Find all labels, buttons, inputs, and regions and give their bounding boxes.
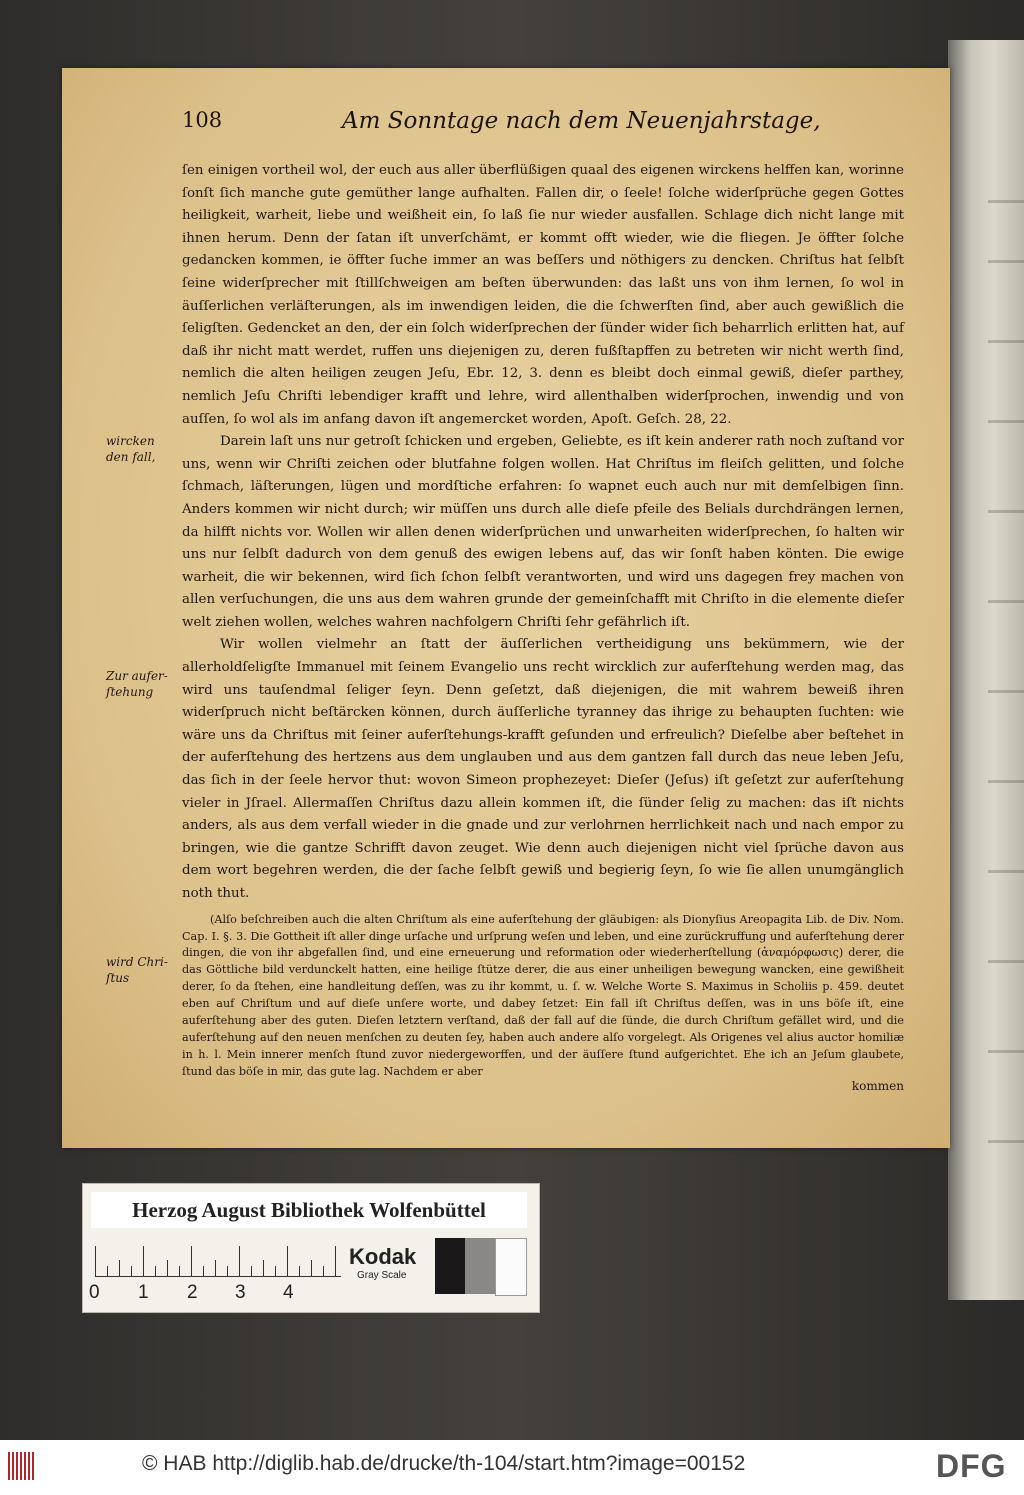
reference-card bbox=[82, 1183, 540, 1313]
page-number: 108 bbox=[182, 108, 223, 132]
ruler-number-3: 3 bbox=[235, 1282, 246, 1303]
page-header bbox=[182, 108, 882, 138]
page-body bbox=[182, 160, 904, 1093]
book-page bbox=[62, 68, 950, 1148]
viewer-footer bbox=[0, 1440, 1024, 1495]
ruler-number-2: 2 bbox=[187, 1282, 198, 1303]
margin-note-1: wircken den fall, bbox=[106, 434, 156, 464]
gray-scale-label: Gray Scale bbox=[357, 1270, 407, 1281]
kodak-brand: Kodak bbox=[349, 1244, 417, 1269]
margin-note-3: wird Chri-ſtus bbox=[106, 955, 168, 985]
dfg-logo: DFG bbox=[936, 1448, 1007, 1484]
paragraph-3: Wir wollen vielmehr an ſtatt der äuſſerlichen vertheidigung uns bekümmern, wie der allerholdſeligſte Immanuel mit ſeinem Evangelio uns recht wircklich zur auferſtehung werden mag, das wird uns tauſendmal ſeliger ſeyn. Denn geſetzt, daß diejenigen, die mit wahrem beweiß ihren widerſpruch nicht beſtärcken können, durch äuſſerliche tyranney das ihrige zu behaupten ſuchten: wie wäre uns da Chriſtus mit ſeiner auferſtehungs-krafft geſunden und erfreulich? Dieſelbe aber beſtehet in der auferſtehung des hertzens aus dem unglauben und aus dem gantzen fall durch das neue leben Jeſu, das ſich in der ſeele hervor thut: wovon Simeon prophezeyet: Dieſer (Jeſus) iſt geſetzt zur auferſtehung vieler in Jſrael. Allermaſſen Chriſtus dazu allein kommen iſt, die ſünder ſelig zu machen: das iſt nichts anders, als aus dem verfall wieder in die gnade und zur verlohrnen herrlichkeit nach und nach empor zu bringen, wie die gantze Schrifft davon zeuget. Wie denn auch diejenigen nicht viel ſprüche davon aus dem wort begehren werden, die der ſache ſelbſt gewiß und begierig ſeyn, ſo wie ſie allen unumgänglich noth thut. bbox=[182, 637, 904, 901]
running-head: Am Sonntage nach dem Neuenjahrstage, bbox=[342, 108, 821, 134]
copyright-link[interactable]: © HAB http://diglib.hab.de/drucke/th-104/start.htm?image=00152 bbox=[142, 1452, 746, 1475]
hab-logo-icon bbox=[8, 1452, 34, 1480]
black-swatch bbox=[435, 1238, 465, 1294]
catchword: kommen bbox=[851, 1078, 904, 1093]
ruler-number-1: 1 bbox=[138, 1282, 149, 1303]
gray-swatch bbox=[465, 1238, 495, 1294]
ruler-number-0: 0 bbox=[89, 1282, 100, 1303]
footnote-paragraph: (Alſo beſchreiben auch die alten Chriſtum als eine auferſtehung der gläubigen: als Dionyſius Areopagita Lib. de Div. Nom. Cap. I. §. 3. Die Gottheit iſt aller dinge urſache und urſprung weſen und leben, und eine zurückruffung und auferſtehung derer dingen, die von ihr abgefallen ſind, und eine erneuerung und reformation oder wiederherſtellung (ἀναμόρφωσις) derer, die das Göttliche bild verdunckelt hatten, eine heilige ſtütze derer, die aus einer unheiligen bewegung wancken, eine gewißheit derer, ſo da ſtehen, eine handleitung deſſen, was zu ihr kommt, u. ſ. w. Welche Worte S. Maximus in Scholiis p. 459. deutet eben auf Chriſtum und auf dieſe unſere worte, und dabey ſetzet: Ein fall iſt Chriſtus deſſen, was in uns böſe iſt, eine auferſtehung aber des guten. Dieſen letztern verſtand, daß der fall auf die ſünde, die durch Chriſtum gefället wird, und die auferſtehung auf den neuen menſchen zu deuten ſey, haben auch andere alſo vorgelegt. Als Origenes vel alius auctor homiliæ in h. l. Mein innerer menſch ſtund zuvor niedergeworffen, und der äuſſere ſtund aufgerichtet. Ehe ich an Jeſum glaubete, ſtund das böſe in mir, das gute lag. Nachdem er aber bbox=[182, 912, 904, 1078]
ruler bbox=[95, 1244, 341, 1277]
white-swatch bbox=[495, 1238, 527, 1296]
margin-note-2: Zur aufer-ſtehung bbox=[106, 669, 168, 699]
library-title: Herzog August Bibliothek Wolfenbüttel bbox=[91, 1192, 527, 1228]
ruler-number-4: 4 bbox=[283, 1282, 294, 1303]
adjacent-page-edge bbox=[948, 40, 1024, 1300]
paragraph-1: ſen einigen vortheil wol, der euch aus aller überflüßigen quaal des eigenen wirckens helffen kan, worinne ſonſt ſich manche gute gemüther lange aufhalten. Fallen dir, o ſeele! ſolche widerſprüche gegen Gottes heiligkeit, warheit, liebe und weißheit ein, ſo laß ſie nur wieder ausfallen. Schlage dich nicht lange mit ihnen herum. Denn der ſatan iſt unverſchämt, er kommt offt wieder, wie die fliegen. Je öffter ſolche gedancken kommen, ie öffter ſuche immer an was beſſers und nöthigers zu dencken. Chriſtus hat ſelbſt ſeine widerſprecher mit ſtillſchweigen am beſten überwunden: das laßt uns von ihm lernen, ſo wol in äuſſerlichen verläſterungen, als im inwendigen leiden, die die ſchwerſten ſind, aber auch gewißlich die ſeligſten. Gedencket an den, der ein ſolch widerſprechen der ſünder wider ſich beharrlich erlitten hat, auf daß ihr nicht matt werdet, ruffen uns diejenigen zu, deren fußſtapffen zu betreten wir nicht werth ſind, nemlich die alten heiligen zeugen Jeſu, Ebr. 12, 3. denn es bleibt doch einmal gewiß, dieſer parthey, nemlich Jeſu Chriſti lebendiger krafft und lehre, wird allenthalben widerſprochen, inwendig und von auſſen, ſo wol als im anfang davon iſt angemercket worden, Apoſt. Geſch. 28, 22. bbox=[182, 163, 904, 427]
paragraph-2: Darein laſt uns nur getroſt ſchicken und ergeben, Geliebte, es iſt kein anderer rath noch zuſtand vor uns, wenn wir Chriſti zeichen oder blutfahne folgen wollen. Hat Chriſtus im fleiſch gelitten, und ſolche ſchmach, läſterungen, lügen und mordſtiche erfahren: ſo wapnet euch auch nur mit demſelbigen ſinn. Anders kommen wir nicht durch; wir müſſen uns durch alle dieſe pfeile des Belials durchdrängen lernen, da hilfft nichts vor. Wollen wir allen denen widerſprüchen und unwarheiten widerſprechen, ſo halten wir uns nur ſelbſt dadurch von dem genuß des ewigen lebens auf, das wir ſonſt haben könten. Die ewige warheit, die wir bekennen, wird ſich ſchon ſelbſt verantworten, und wird uns dagegen frey machen von allen verſuchungen, die uns aus dem wahren grunde der gemeinſchafft mit Chriſto in die elemente dieſer welt ziehen wollen, welches wahren nachfolgern Chriſti ſehr gefährlich iſt. bbox=[182, 434, 904, 630]
